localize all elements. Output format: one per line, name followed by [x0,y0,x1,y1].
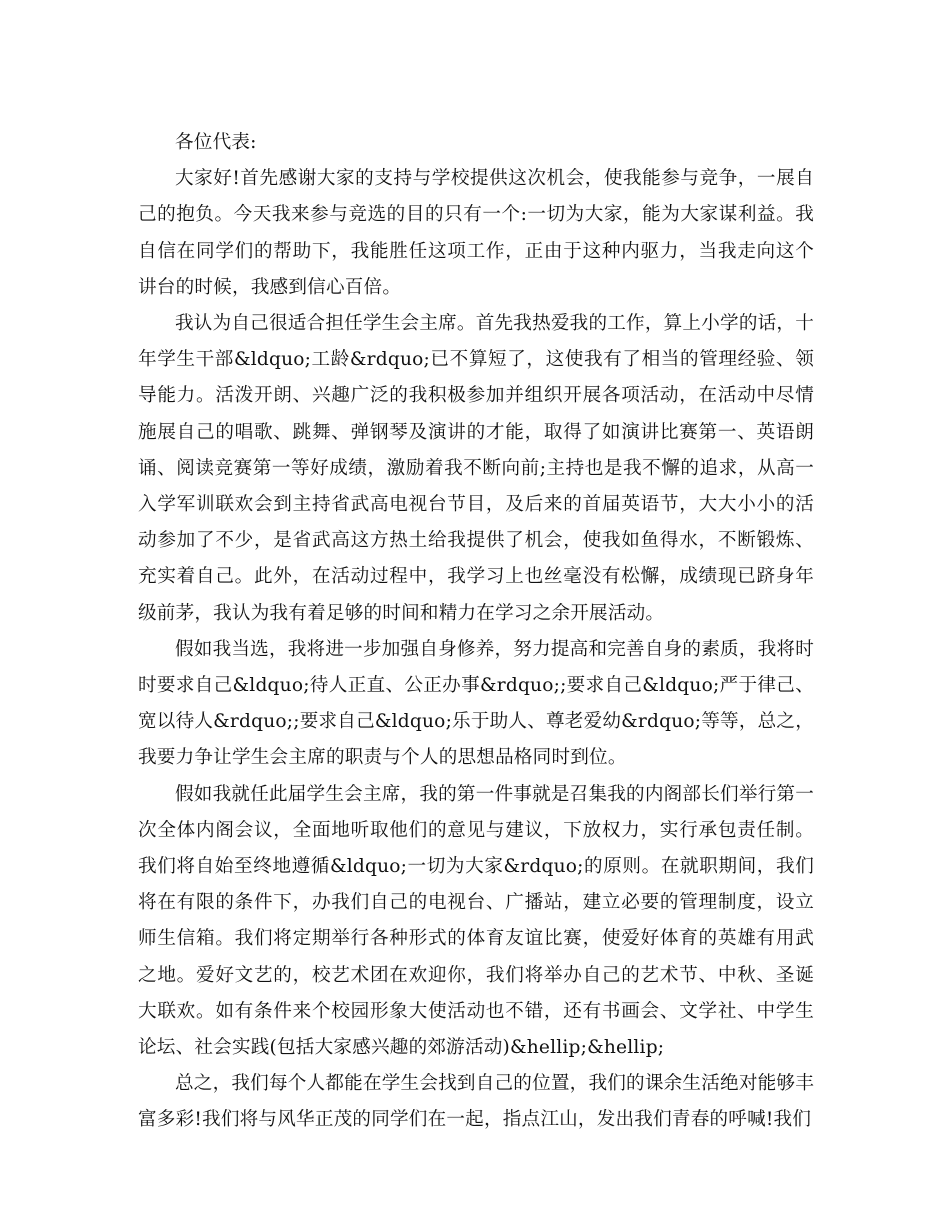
paragraph-plans: 假如我就任此届学生会主席，我的第一件事就是召集我的内阁部长们举行第一次全体内阁会议，全面地听取他们的意见与建议，下放权力，实行承包责任制。我们将自始至终地遵循&ldquo;一切为大家&rdquo;的原则。在就职期间，我们将在有限的条件下，办我们自己的电视台、广播站，建立必要的管理制度，设立师生信箱。我们将定期举行各种形式的体育友谊比赛，使爱好体育的英雄有用武之地。爱好文艺的，校艺术团在欢迎你，我们将举办自己的艺术节、中秋、圣诞大联欢。如有条件来个校园形象大使活动也不错，还有书画会、文学社、中学生论坛、社会实践(包括大家感兴趣的郊游活动)&hellip;&hellip; [138,783,814,1059]
paragraph-qualifications: 我认为自己很适合担任学生会主席。首先我热爱我的工作，算上小学的话，十年学生干部&ldquo;工龄&rdquo;已不算短了，这使我有了相当的管理经验、领导能力。活泼开朗、兴趣广泛的我积极参加并组织开展各项活动，在活动中尽情施展自己的唱歌、跳舞、弹钢琴及演讲的才能，取得了如演讲比赛第一、英语朗诵、阅读竞赛第一等好成绩，激励着我不断向前;主持也是我不懈的追求，从高一入学军训联欢会到主持省武高电视台节目，及后来的首届英语节，大大小小的活动参加了不少，是省武高这方热土给我提供了机会，使我如鱼得水，不断锻炼、充实着自己。此外，在活动过程中，我学习上也丝毫没有松懈，成绩现已跻身年级前茅，我认为我有着足够的时间和精力在学习之余开展活动。 [138,313,814,624]
document-page [138,125,814,1139]
paragraph-intro: 大家好!首先感谢大家的支持与学校提供这次机会，使我能参与竞争，一展自己的抱负。今天我来参与竞选的目的只有一个:一切为大家，能为大家谋利益。我自信在同学们的帮助下，我能胜任这项工作，正由于这种内驱力，当我走向这个讲台的时候，我感到信心百倍。 [138,168,814,298]
paragraph-conclusion: 总之，我们每个人都能在学生会找到自己的位置，我们的课余生活绝对能够丰富多彩!我们将与风华正茂的同学们在一起，指点江山，发出我们青春的呼喊!我们 [138,1073,814,1131]
paragraph-if-elected: 假如我当选，我将进一步加强自身修养，努力提高和完善自身的素质，我将时时要求自己&ldquo;待人正直、公正办事&rdquo;;要求自己&ldquo;严于律己、宽以待人&rdquo;;要求自己&ldquo;乐于助人、尊老爱幼&rdquo;等等，总之，我要力争让学生会主席的职责与个人的思想品格同时到位。 [138,638,815,769]
salutation: 各位代表: [175,132,257,153]
